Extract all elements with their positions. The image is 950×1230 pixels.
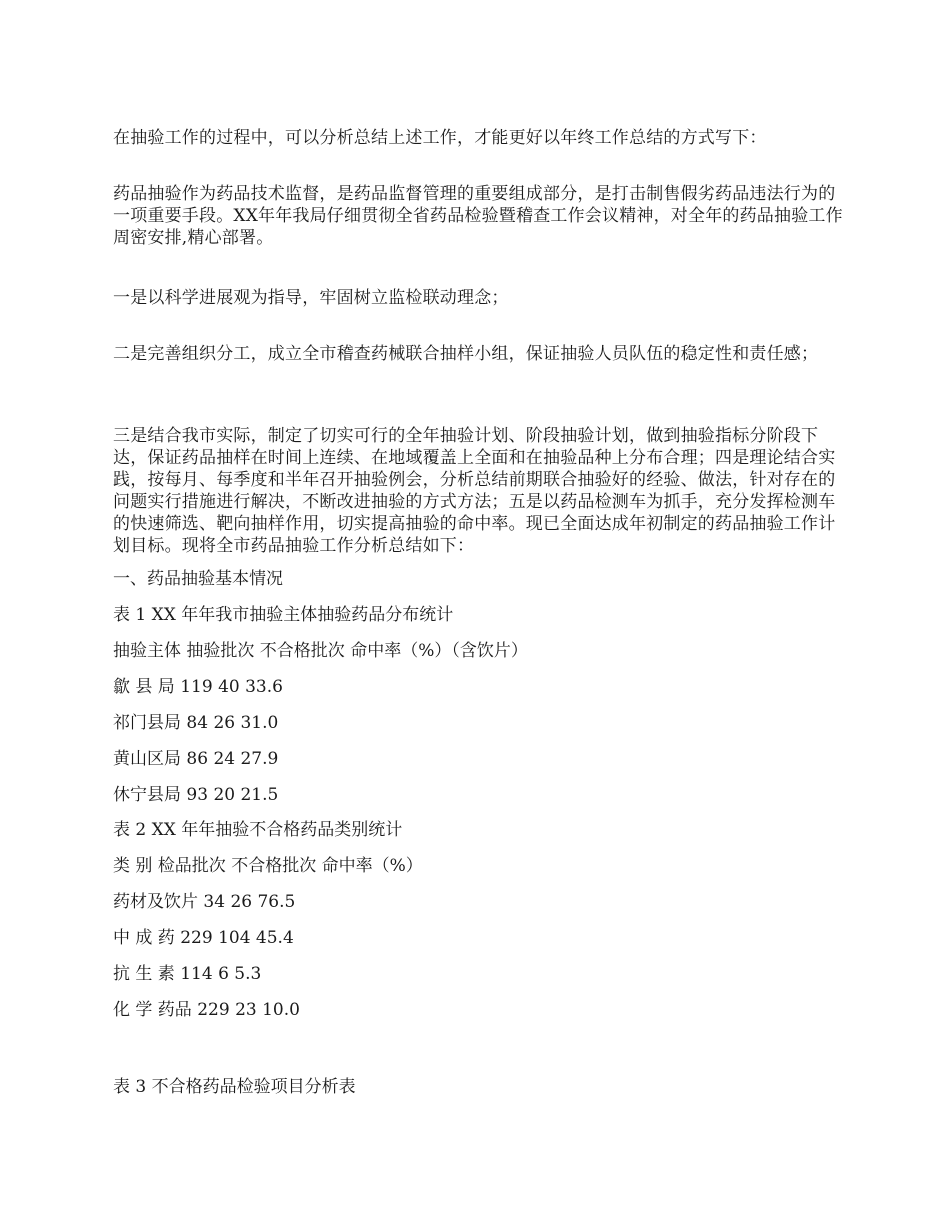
table1-title: 表 1 XX 年年我市抽验主体抽验药品分布统计 xyxy=(113,605,454,625)
intro-paragraph: 在抽验工作的过程中，可以分析总结上述工作，才能更好以年终工作总结的方式写下： xyxy=(113,128,767,148)
table1-row: 黄山区局 86 24 27.9 xyxy=(113,749,279,769)
section-heading-1: 一、药品抽验基本情况 xyxy=(113,569,283,589)
table1-header: 抽验主体 抽验批次 不合格批次 命中率（%）（含饮片） xyxy=(113,641,528,661)
body-paragraph-4: 三是结合我市实际，制定了切实可行的全年抽验计划、阶段抽验计划，做到抽验指标分阶段下达，保证药品抽样在时间上连续、在地域覆盖上全面和在抽验品种上分布合理；四是理论结合实践，按每月、每季度和半年召开抽验例会，分析总结前期联合抽验好的经验、做法，针对存在的问题实行措施进行解决，不断改进抽验的方式方法；五是以药品检测车为抓手，充分发挥检测车的快速筛选、靶向抽样作用，切实提高抽验的命中率。现已全面达成年初制定的药品抽验工作计划目标。现将全市药品抽验工作分析总结如下： xyxy=(113,426,836,556)
table2-title: 表 2 XX 年年抽验不合格药品类别统计 xyxy=(113,820,403,840)
table2-header: 类 别 检品批次 不合格批次 命中率（%） xyxy=(113,856,423,876)
table2-row: 药材及饮片 34 26 76.5 xyxy=(113,892,296,912)
table2-row: 化 学 药品 229 23 10.0 xyxy=(113,1000,300,1020)
table2-row: 抗 生 素 114 6 5.3 xyxy=(113,964,262,984)
body-paragraph-3: 二是完善组织分工，成立全市稽查药械联合抽样小组，保证抽验人员队伍的稳定性和责任感； xyxy=(113,344,819,364)
table2-row: 中 成 药 229 104 45.4 xyxy=(113,928,294,948)
table3-title: 表 3 不合格药品检验项目分析表 xyxy=(113,1077,356,1097)
table1-row: 歙 县 局 119 40 33.6 xyxy=(113,677,283,697)
table1-row: 祁门县局 84 26 31.0 xyxy=(113,713,279,733)
body-paragraph-2: 一是以科学进展观为指导，牢固树立监检联动理念； xyxy=(113,288,509,308)
table1-row: 休宁县局 93 20 21.5 xyxy=(113,785,279,805)
body-paragraph-1: 药品抽验作为药品技术监督，是药品监督管理的重要组成部分，是打击制售假劣药品违法行为的一项重要手段。XX年年我局仔细贯彻全省药品检验暨稽查工作会议精神，对全年的药品抽验工作周密安排,精心部署。 xyxy=(113,184,843,248)
